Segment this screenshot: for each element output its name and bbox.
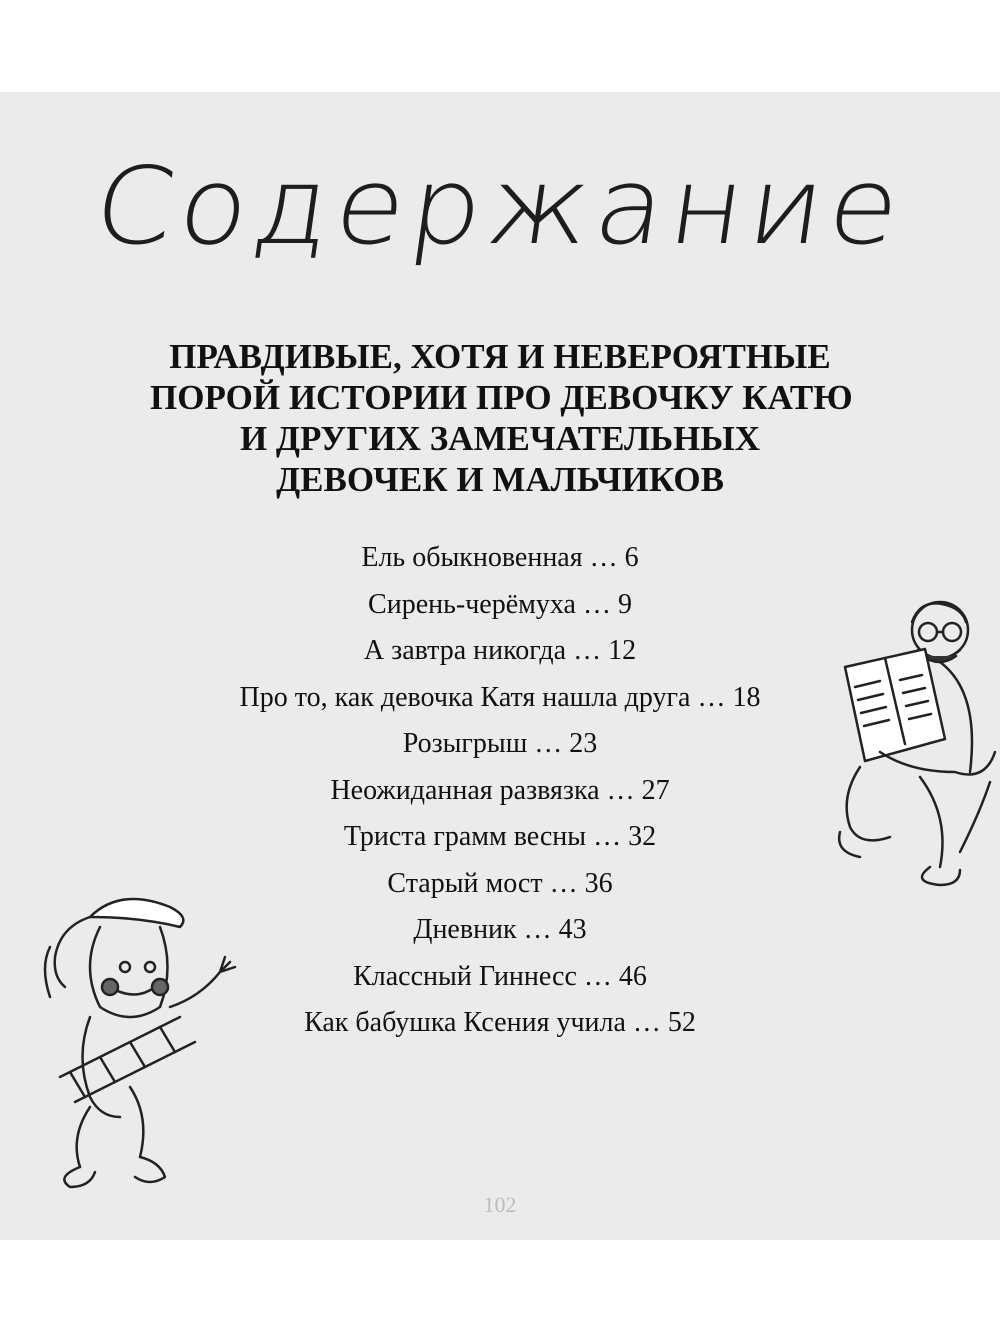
toc-entry-page: 9	[617, 588, 632, 620]
toc-entry: Про то, как девочка Катя нашла друга … 18	[239, 681, 761, 713]
toc-entry: Ель обыкновенная … 6	[361, 542, 639, 573]
subtitle-line: И ДРУГИХ ЗАМЕЧАТЕЛЬНЫХ	[239, 419, 761, 458]
toc-entry-title: Ель обыкновенная	[361, 542, 583, 573]
toc-entry-page: 32	[628, 821, 657, 852]
toc-entry: Розыгрыш … 23	[402, 728, 598, 759]
subtitle-line: ПРАВДИВЫЕ, ХОТЯ И НЕВЕРОЯТНЫЕ	[169, 337, 831, 376]
toc-entry-title: А завтра никогда	[363, 635, 567, 666]
book-page	[0, 92, 1000, 1240]
toc-entry-title: Сирень-черёмуха	[368, 588, 576, 620]
toc-entry: Как бабушка Ксения учила … 52	[304, 1007, 696, 1038]
subtitle-line: ПОРОЙ ИСТОРИИ ПРО ДЕВОЧКУ КАТЮ	[150, 378, 853, 417]
subtitle-line: ДЕВОЧЕК И МАЛЬЧИКОВ	[276, 460, 724, 499]
toc-entry: Классный Гиннесс … 46	[353, 960, 647, 992]
toc-entry-title: Как бабушка Ксения учила	[304, 1007, 626, 1038]
toc-entry-title: Неожиданная развязка	[330, 774, 600, 806]
book-subtitle	[150, 336, 853, 500]
toc-entry-page: 36	[584, 867, 613, 899]
faded-page-number: 102	[483, 1192, 517, 1217]
toc-entry: Дневник … 43	[413, 914, 587, 945]
toc-entry: Триста грамм весны … 32	[343, 821, 657, 852]
toc-entry: Сирень-черёмуха … 9	[368, 588, 632, 620]
boy-with-ladder-illustration	[30, 887, 250, 1197]
toc-entry-page: 52	[667, 1007, 696, 1038]
toc-entry-title: Про то, как девочка Катя нашла друга	[239, 681, 691, 713]
toc-entry-page: 43	[558, 914, 587, 945]
contents-heading: Содержание	[86, 145, 914, 269]
toc-entry-title: Дневник	[413, 914, 517, 945]
toc-entry-page: 27	[641, 774, 670, 806]
toc-entry-page: 46	[618, 960, 647, 992]
toc-entry-page: 18	[732, 681, 761, 713]
toc-entry: А завтра никогда … 12	[363, 635, 637, 666]
toc-entry: Старый мост … 36	[387, 867, 613, 899]
reading-man-illustration	[800, 592, 1000, 892]
toc-entry-title: Триста грамм весны	[343, 821, 587, 852]
toc-entry-page: 6	[624, 542, 639, 573]
toc-entry-title: Розыгрыш	[402, 728, 528, 759]
toc-entry-title: Старый мост	[387, 867, 543, 899]
toc-entry: Неожиданная развязка … 27	[330, 774, 670, 806]
toc-entry-page: 23	[569, 728, 598, 759]
toc-entry-title: Классный Гиннесс	[353, 960, 577, 992]
toc-entry-page: 12	[608, 635, 637, 666]
